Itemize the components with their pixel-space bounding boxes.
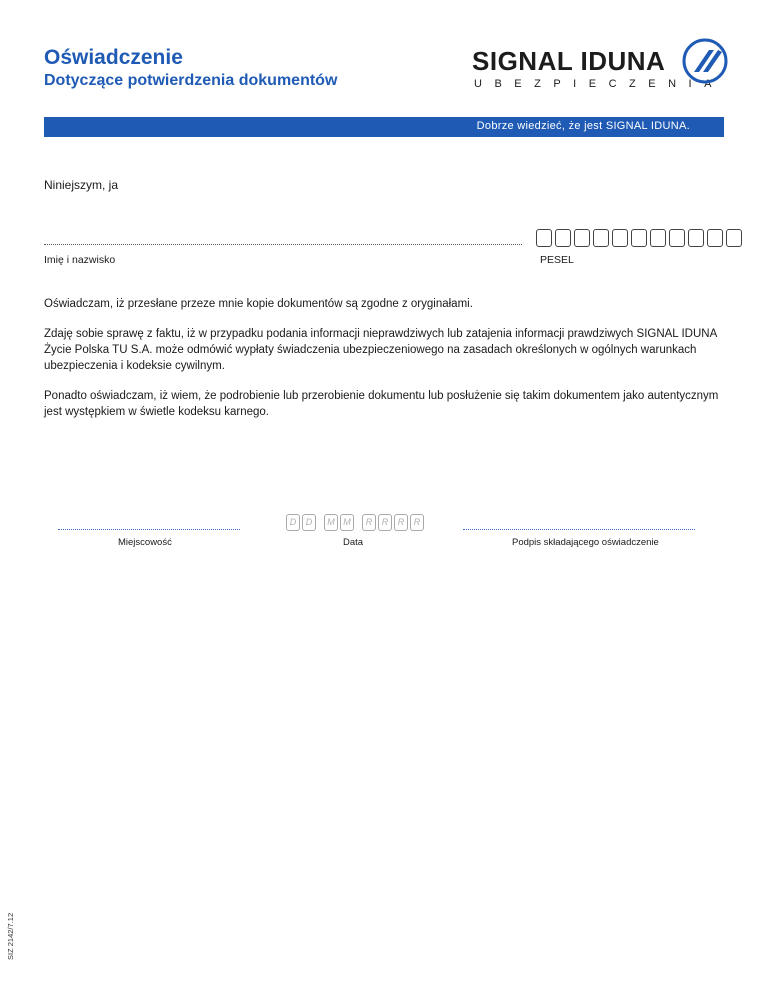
pesel-label: PESEL <box>540 254 574 266</box>
date-label: Data <box>343 537 364 548</box>
date-field[interactable] <box>286 514 426 531</box>
signature-field-line[interactable] <box>463 529 695 530</box>
date-digit-box[interactable]: M <box>340 514 354 531</box>
date-digit-box[interactable]: D <box>302 514 316 531</box>
pesel-digit-box[interactable] <box>688 229 704 247</box>
pesel-digit-box[interactable] <box>574 229 590 247</box>
pesel-digit-box[interactable] <box>631 229 647 247</box>
date-digit-box[interactable]: R <box>394 514 408 531</box>
tagline: Dobrze wiedzieć, że jest SIGNAL IDUNA. <box>476 120 690 132</box>
pesel-digit-box[interactable] <box>650 229 666 247</box>
pesel-digit-box[interactable] <box>593 229 609 247</box>
signature-label: Podpis składającego oświadczenie <box>512 537 659 548</box>
header-bar <box>44 117 724 137</box>
date-digit-box[interactable]: R <box>362 514 376 531</box>
brand-subtitle: UBEZPIECZENIA <box>474 78 724 90</box>
place-field-line[interactable] <box>58 529 240 530</box>
intro-text: Niniejszym, ja <box>44 178 119 192</box>
statement-paragraph: Zdaję sobie sprawę z faktu, iż w przypadku podania informacji nieprawdziwych lub zatajenia informacji prawdziwych SIGNAL IDUNA Życie Polska TU S.A. może odmówić wypłaty świadczenia ubezpieczeniowego na zasadach określonych w ogólnych warunkach ubezpieczenia i kodeksie cywilnym. <box>44 328 717 372</box>
pesel-digit-box[interactable] <box>612 229 628 247</box>
document-code: SIZ 2142/7.12 <box>6 912 15 960</box>
name-label: Imię i nazwisko <box>44 254 116 266</box>
statement-paragraph: Ponadto oświadczam, iż wiem, że podrobienie lub przerobienie dokumentu lub posłużenie się takim dokumentem jako autentycznym jest występkiem w świetle kodeksu karnego. <box>44 390 719 418</box>
signal-iduna-logo-icon <box>682 38 728 84</box>
pesel-digit-box[interactable] <box>726 229 742 247</box>
name-field-line[interactable] <box>44 244 522 245</box>
pesel-digit-box[interactable] <box>669 229 685 247</box>
date-digit-box[interactable]: M <box>324 514 338 531</box>
pesel-digit-box[interactable] <box>555 229 571 247</box>
brand-name: SIGNAL IDUNA <box>472 46 666 76</box>
statement-paragraph: Oświadczam, iż przesłane przeze mnie kopie dokumentów są zgodne z oryginałami. <box>44 298 473 310</box>
date-digit-box[interactable]: R <box>410 514 424 531</box>
place-label: Miejscowość <box>118 537 172 548</box>
pesel-digit-box[interactable] <box>536 229 552 247</box>
date-digit-box[interactable]: D <box>286 514 300 531</box>
page-subtitle: Dotyczące potwierdzenia dokumentów <box>44 72 338 89</box>
page-title: Oświadczenie <box>44 46 183 69</box>
pesel-digit-box[interactable] <box>707 229 723 247</box>
pesel-field[interactable] <box>536 229 742 247</box>
date-digit-box[interactable]: R <box>378 514 392 531</box>
brand-logo-block <box>472 46 732 96</box>
